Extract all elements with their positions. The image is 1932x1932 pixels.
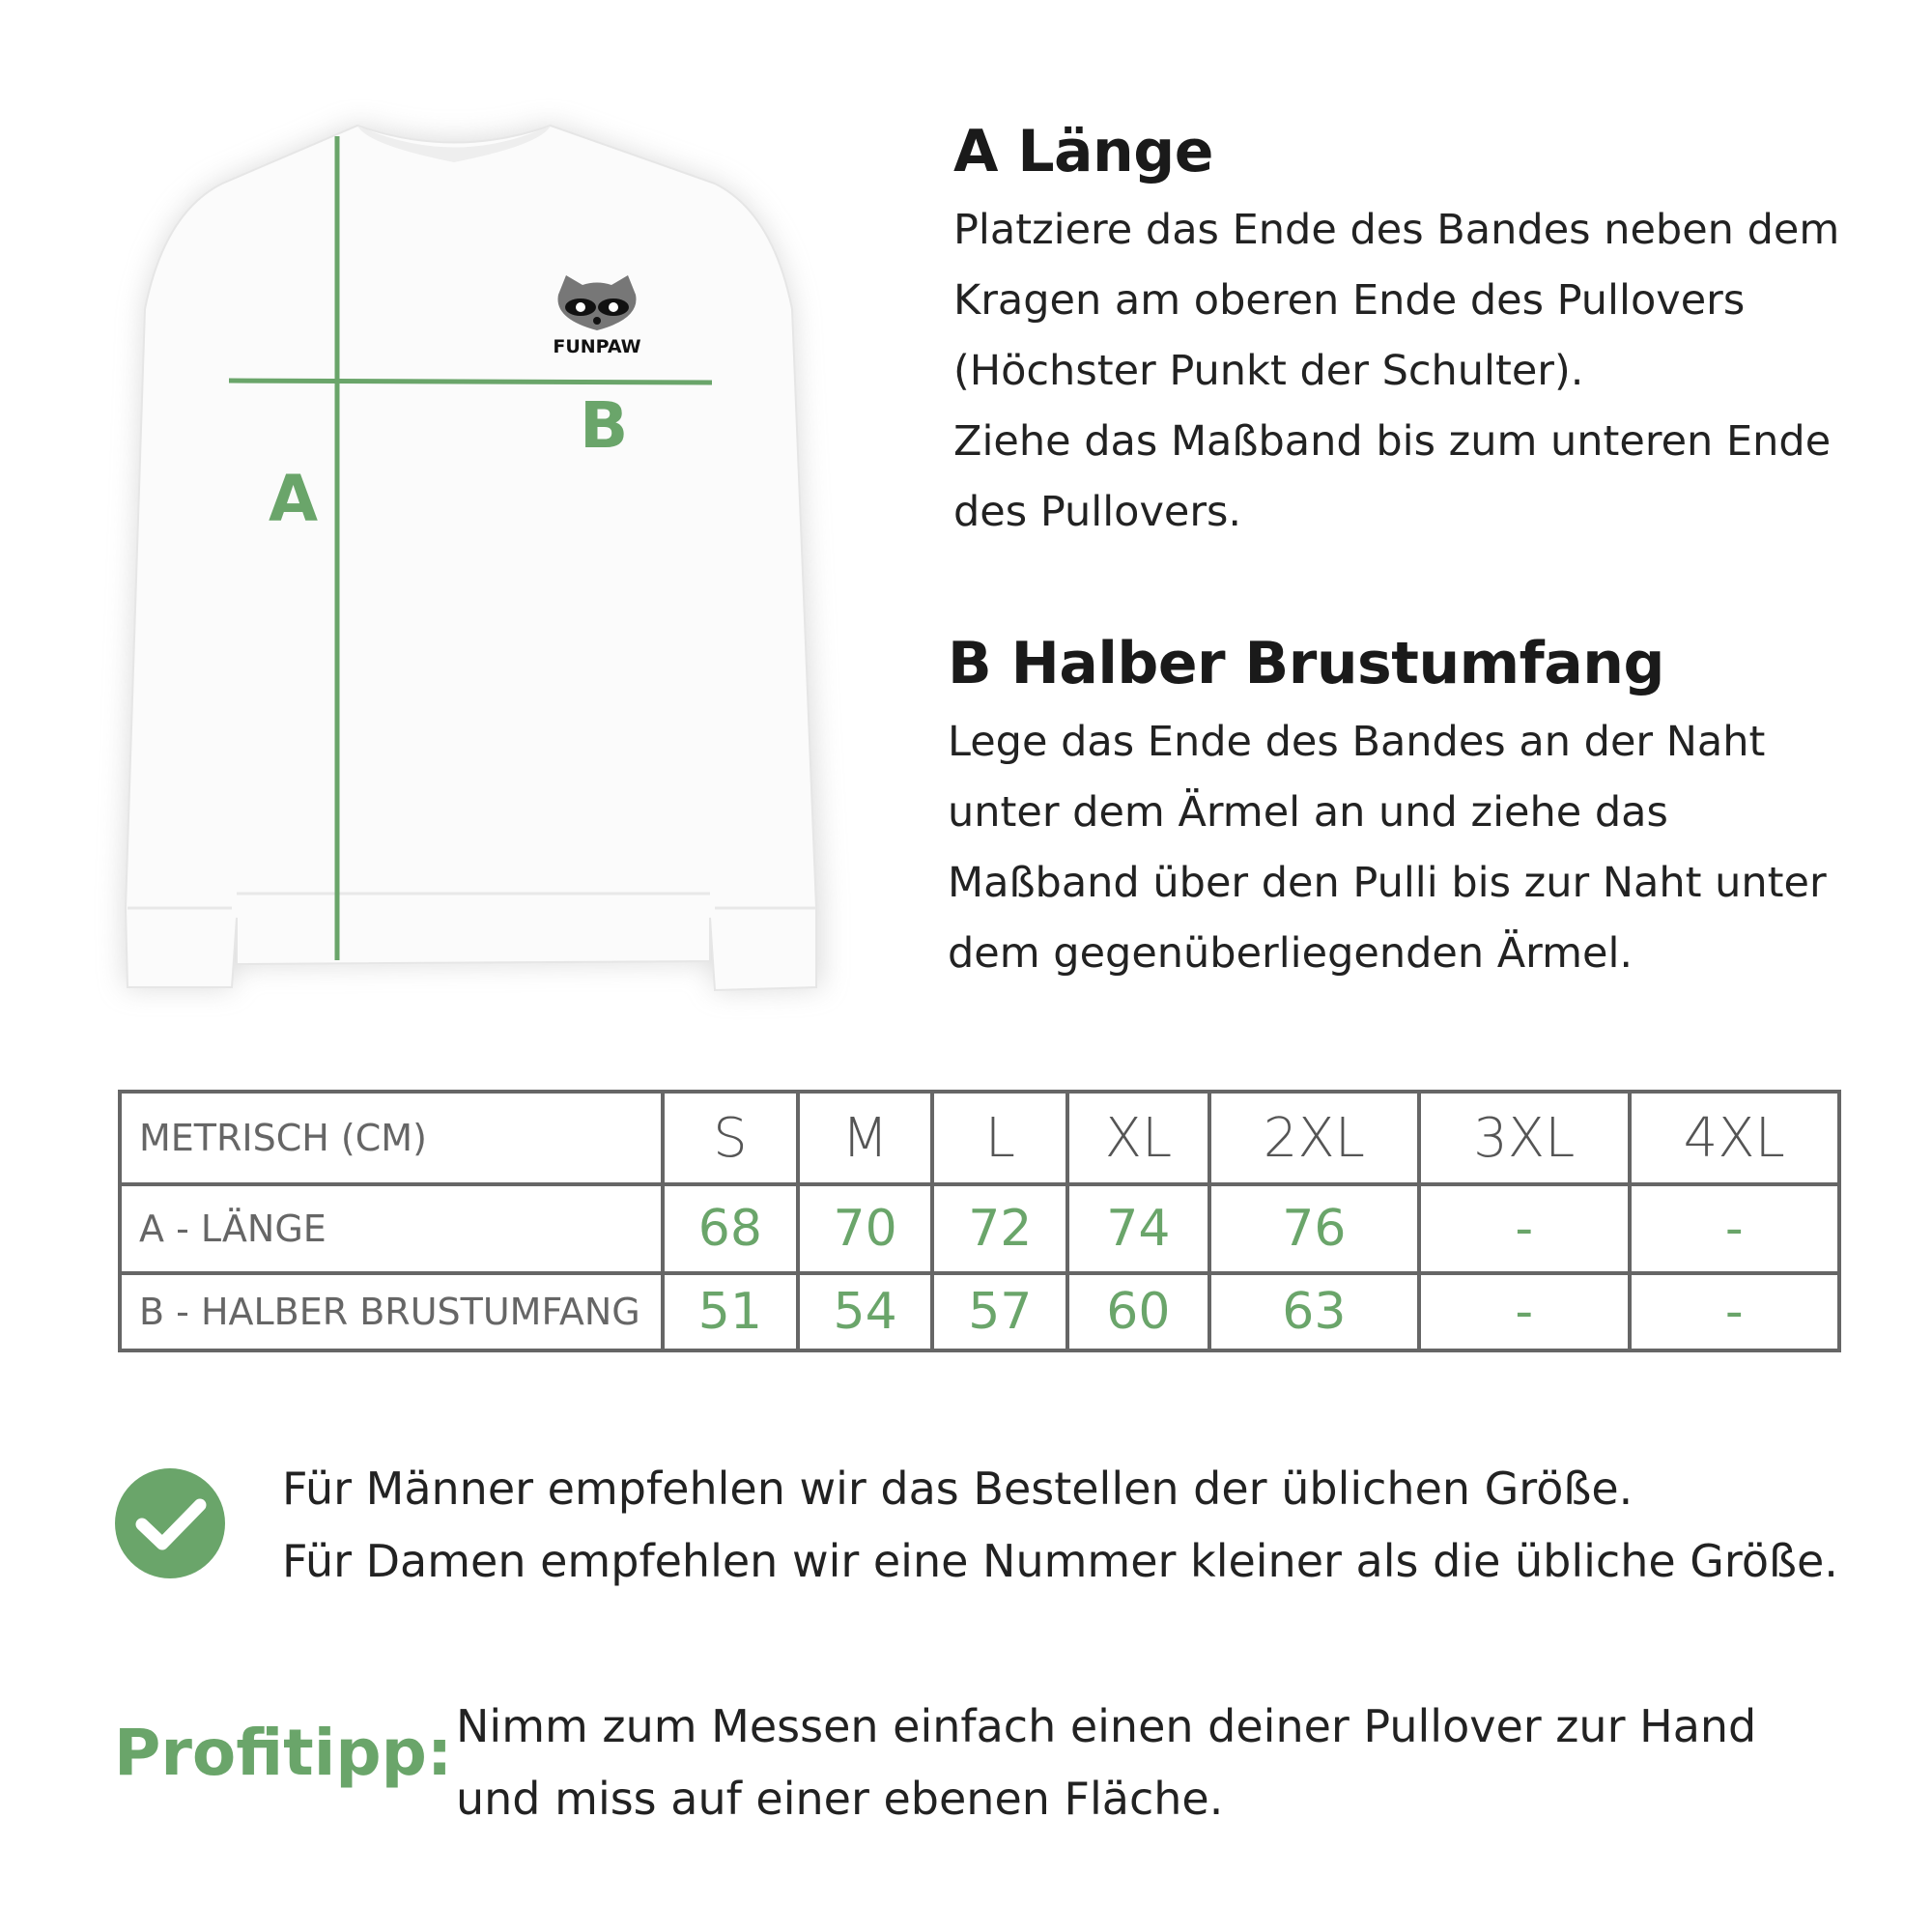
size-header: L	[932, 1092, 1067, 1184]
text-line: Kragen am oberen Ende des Pullovers	[953, 276, 1746, 325]
text-line: Maßband über den Pulli bis zur Naht unter	[948, 859, 1827, 907]
cell: -	[1419, 1184, 1629, 1273]
cell: 60	[1067, 1273, 1208, 1350]
cell: 51	[663, 1273, 798, 1350]
cell: 76	[1209, 1184, 1419, 1273]
cell: -	[1630, 1184, 1840, 1273]
table-header-label: METRISCH (CM)	[120, 1092, 663, 1184]
text-line: Lege das Ende des Bandes an der Naht	[948, 718, 1766, 766]
row-label: A - LÄNGE	[120, 1184, 663, 1273]
cell: 72	[932, 1184, 1067, 1273]
size-header: 4XL	[1630, 1092, 1840, 1184]
size-table	[118, 1090, 1841, 1352]
recommendation-men: Für Männer empfehlen wir das Bestellen der üblichen Größe.	[282, 1463, 1634, 1515]
text-line: unter dem Ärmel an und ziehe das	[948, 788, 1668, 837]
cell: 63	[1209, 1273, 1419, 1350]
svg-text:FUNPAW: FUNPAW	[553, 336, 641, 357]
recommendation	[282, 1453, 1924, 1598]
cell: 70	[798, 1184, 933, 1273]
sweater-body	[126, 126, 816, 990]
tip-text	[456, 1690, 1905, 1835]
tip-line: und miss auf einer ebenen Fläche.	[456, 1773, 1224, 1825]
cell: -	[1630, 1273, 1840, 1350]
section-chest-title: B Halber Brustumfang	[948, 630, 1664, 697]
section-length-title: A Länge	[953, 118, 1213, 185]
cell: 74	[1067, 1184, 1208, 1273]
label-b: B	[580, 388, 629, 463]
text-line: dem gegenüberliegenden Ärmel.	[948, 929, 1634, 978]
table-row	[120, 1184, 1839, 1273]
section-chest	[948, 630, 1914, 989]
recommendation-women: Für Damen empfehlen wir eine Nummer kleiner als die übliche Größe.	[282, 1535, 1838, 1587]
section-length	[953, 118, 1919, 548]
cell: 54	[798, 1273, 933, 1350]
text-line: Ziehe das Maßband bis zum unteren Ende	[953, 417, 1832, 466]
row-label: B - HALBER BRUSTUMFANG	[120, 1273, 663, 1350]
size-header: 3XL	[1419, 1092, 1629, 1184]
cell: -	[1419, 1273, 1629, 1350]
cell: 57	[932, 1273, 1067, 1350]
text-line: (Höchster Punkt der Schulter).	[953, 347, 1584, 395]
table-header-row	[120, 1092, 1839, 1184]
size-header: 2XL	[1209, 1092, 1419, 1184]
cell: 68	[663, 1184, 798, 1273]
text-line: Platziere das Ende des Bandes neben dem	[953, 206, 1840, 254]
check-circle-icon	[115, 1468, 225, 1578]
size-header: S	[663, 1092, 798, 1184]
sweater-diagram	[0, 0, 869, 1063]
size-header: XL	[1067, 1092, 1208, 1184]
tip-line: Nimm zum Messen einfach einen deiner Pullover zur Hand	[456, 1700, 1757, 1752]
size-header: M	[798, 1092, 933, 1184]
measure-line-b	[229, 381, 712, 383]
text-line: des Pullovers.	[953, 488, 1242, 536]
table-row	[120, 1273, 1839, 1350]
tip-label: Profitipp:	[114, 1716, 453, 1790]
label-a: A	[269, 462, 319, 536]
